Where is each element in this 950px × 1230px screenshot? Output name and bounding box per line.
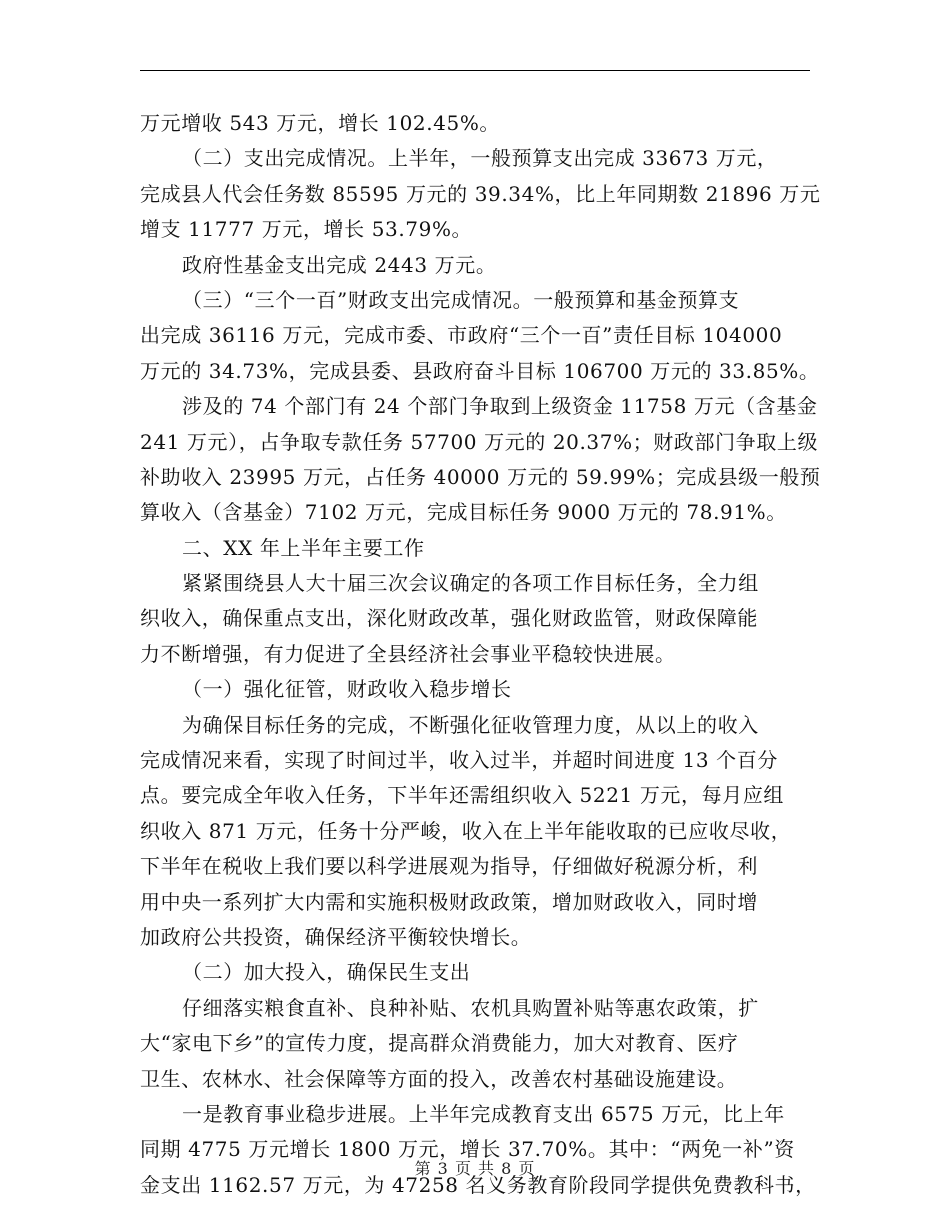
- text-line: 涉及的 74 个部门有 24 个部门争取到上级资金 11758 万元（含基金: [182, 394, 818, 419]
- text-line: 点。要完成全年收入任务，下半年还需组织收入 5221 万元，每月应组: [140, 783, 785, 808]
- text-line: 补助收入 23995 万元，占任务 40000 万元的 59.99%；完成县级一般预: [140, 464, 821, 489]
- text-line: 一是教育事业稳步进展。上半年完成教育支出 6575 万元，比上年: [182, 1101, 785, 1126]
- text-line: 下半年在税收上我们要以科学进展观为指导，仔细做好税源分析，利: [140, 854, 758, 879]
- subsection-heading: （二）加大投入，确保民生支出: [182, 960, 471, 985]
- text-line: 力不断增强，有力促进了全县经济社会事业平稳较快进展。: [140, 641, 676, 666]
- text-line: （三）“三个一百”财政支出完成情况。一般预算和基金预算支: [182, 287, 740, 312]
- text-line: 同期 4775 万元增长 1800 万元，增长 37.70%。其中：“两免一补”资: [140, 1137, 795, 1162]
- header-rule: [140, 70, 810, 71]
- text-line: 出完成 36116 万元，完成市委、市政府“三个一百”责任目标 104000: [140, 323, 783, 348]
- subsection-heading: （一）强化征管，财政收入稳步增长: [182, 677, 512, 702]
- section-heading: 二、XX 年上半年主要工作: [182, 535, 425, 560]
- text-line: 卫生、农林水、社会保障等方面的投入，改善农村基础设施建设。: [140, 1066, 738, 1091]
- text-line: 紧紧围绕县人大十届三次会议确定的各项工作目标任务，全力组: [182, 571, 759, 596]
- text-line: 大“家电下乡”的宣传力度，提高群众消费能力，加大对教育、医疗: [140, 1031, 739, 1056]
- text-line: 织收入 871 万元，任务十分严峻，收入在上半年能收取的已应收尽收，: [140, 818, 792, 843]
- text-line: 织收入，确保重点支出，深化财政改革，强化财政监管，财政保障能: [140, 606, 758, 631]
- text-line: 为确保目标任务的完成，不断强化征收管理力度，从以上的收入: [182, 712, 759, 737]
- document-body: [140, 106, 821, 1203]
- text-line: （二）支出完成情况。上半年，一般预算支出完成 33673 万元，: [182, 146, 778, 171]
- text-line: 仔细落实粮食直补、良种补贴、农机具购置补贴等惠农政策，扩: [182, 995, 759, 1020]
- text-line: 万元增收 543 万元，增长 102.45%。: [140, 111, 501, 135]
- text-line: 完成情况来看，实现了时间过半，收入过半，并超时间进度 13 个百分: [140, 748, 778, 773]
- text-line: 万元的 34.73%，完成县委、县政府奋斗目标 106700 万元的 33.85%。: [140, 358, 820, 383]
- text-line: 政府性基金支出完成 2443 万元。: [182, 252, 497, 277]
- page-footer: 第 3 页 共 8 页: [414, 1159, 536, 1178]
- text-line: 241 万元），占争取专款任务 57700 万元的 20.37%；财政部门争取上级: [140, 429, 819, 454]
- text-line: 金支出 1162.57 万元，为 47258 名义务教育阶段同学提供免费教科书，: [140, 1172, 816, 1197]
- text-line: 增支 11777 万元，增长 53.79%。: [140, 217, 473, 242]
- text-line: 用中央一系列扩大内需和实施积极财政政策，增加财政收入，同时增: [140, 889, 758, 914]
- text-line: 完成县人代会任务数 85595 万元的 39.34%，比上年同期数 21896 万元: [140, 181, 821, 206]
- text-line: 算收入（含基金）7102 万元，完成目标任务 9000 万元的 78.91%。: [140, 500, 787, 525]
- text-line: 加政府公共投资，确保经济平衡较快增长。: [140, 924, 532, 949]
